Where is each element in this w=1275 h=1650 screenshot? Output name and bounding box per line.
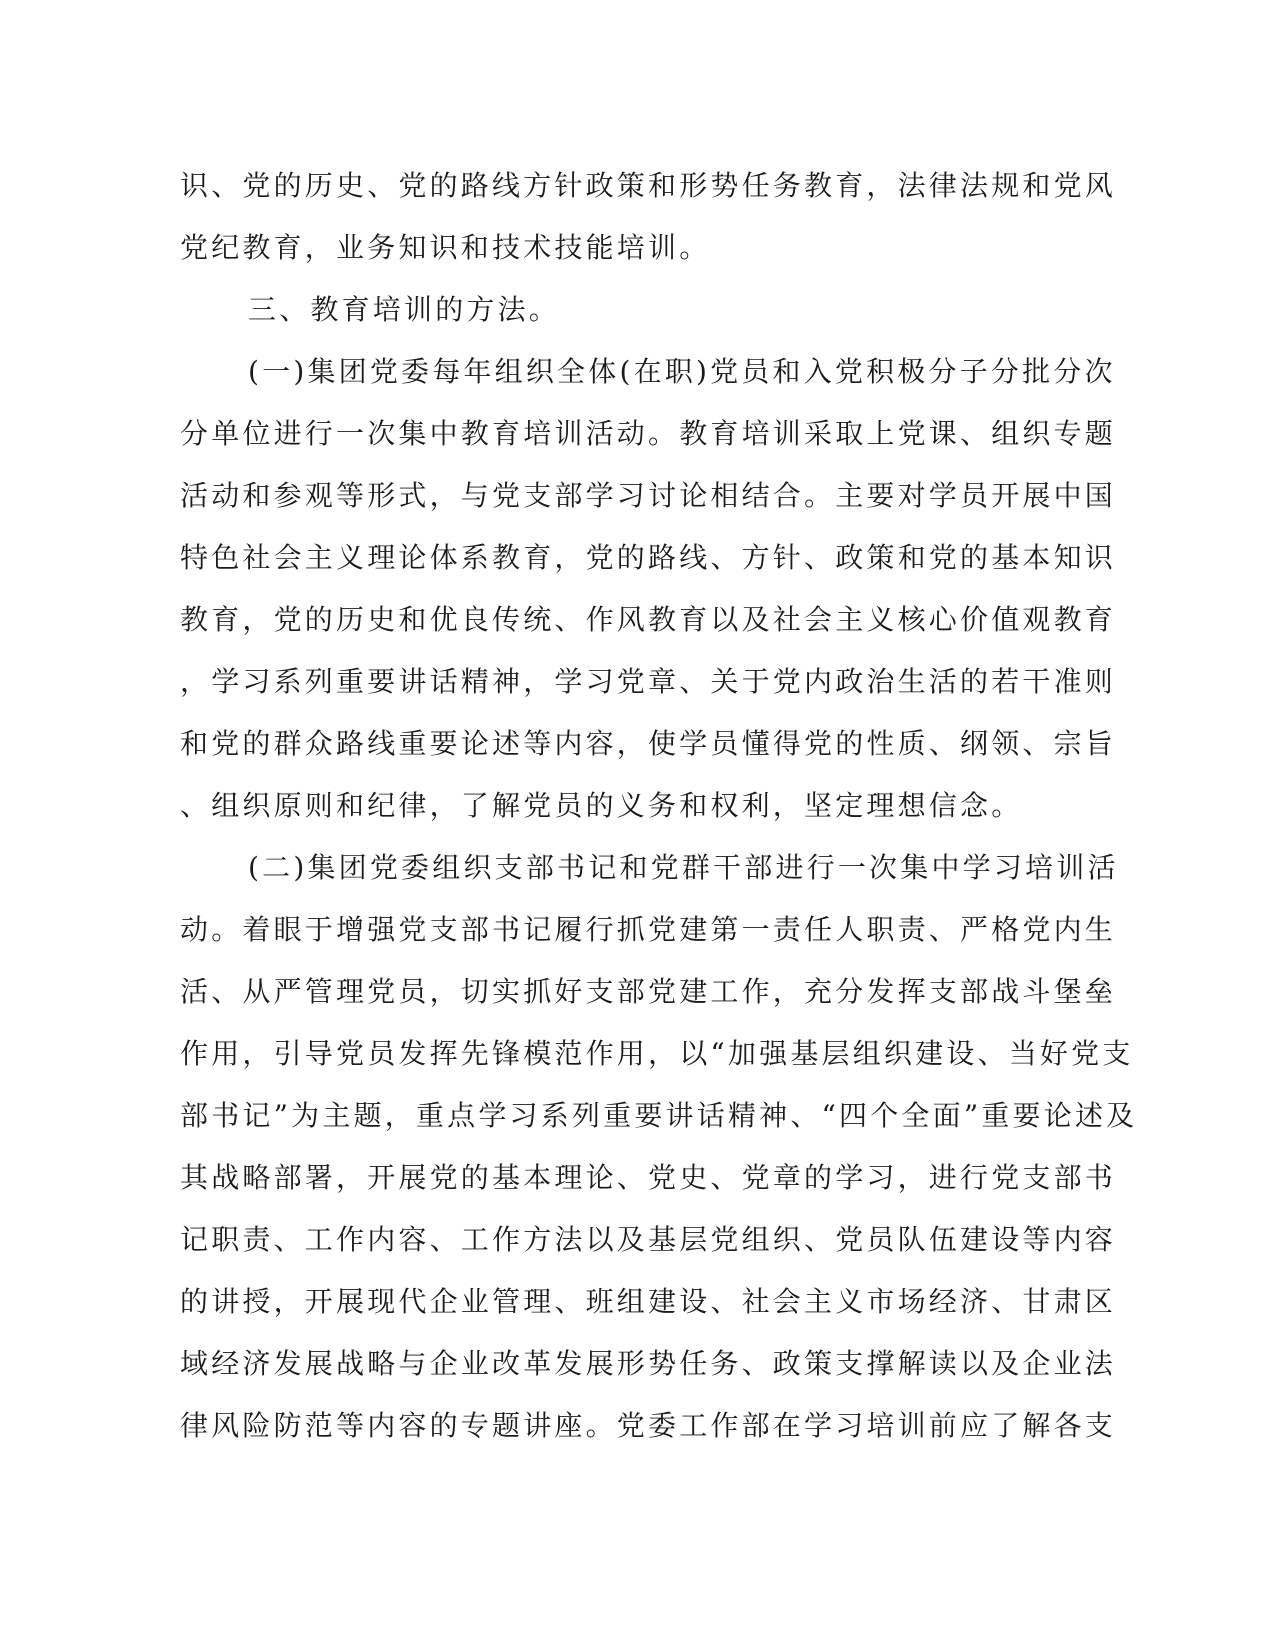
text-line: 党纪教育，业务知识和技术技能培训。 xyxy=(180,231,711,264)
text-line: 特色社会主义理论体系教育，党的路线、方针、政策和党的基本知识 xyxy=(180,541,1117,574)
text-line: 部书记”为主题，重点学习系列重要讲话精神、“四个全面”重要论述及 xyxy=(180,1099,1138,1132)
text-line: 动。着眼于增强党支部书记履行抓党建第一责任人职责、严格党内生 xyxy=(180,913,1117,946)
text-line: ，学习系列重要讲话精神，学习党章、关于党内政治生活的若干准则 xyxy=(180,665,1117,698)
text-line: 其战略部署，开展党的基本理论、党史、党章的学习，进行党支部书 xyxy=(180,1161,1117,1194)
text-line: (二)集团党委组织支部书记和党群干部进行一次集中学习培训活 xyxy=(248,851,1119,884)
text-line: 作用，引导党员发挥先锋模范作用，以“加强基层组织建设、当好党支 xyxy=(180,1037,1134,1070)
text-line: 律风险防范等内容的专题讲座。党委工作部在学习培训前应了解各支 xyxy=(180,1409,1117,1442)
text-line: 识、党的历史、党的路线方针政策和形势任务教育，法律法规和党风 xyxy=(180,169,1117,202)
text-line: 和党的群众路线重要论述等内容，使学员懂得党的性质、纲领、宗旨 xyxy=(180,727,1117,760)
document-body xyxy=(180,155,1138,1457)
text-line: 、组织原则和纪律，了解党员的义务和权利，坚定理想信念。 xyxy=(180,789,1023,822)
text-line: 的讲授，开展现代企业管理、班组建设、社会主义市场经济、甘肃区 xyxy=(180,1285,1117,1318)
text-line: 分单位进行一次集中教育培训活动。教育培训采取上党课、组织专题 xyxy=(180,417,1117,450)
text-line: 记职责、工作内容、工作方法以及基层党组织、党员队伍建设等内容 xyxy=(180,1223,1117,1256)
section-heading: 三、教育培训的方法。 xyxy=(248,293,561,326)
text-line: 教育，党的历史和优良传统、作风教育以及社会主义核心价值观教育 xyxy=(180,603,1117,636)
text-line: 域经济发展战略与企业改革发展形势任务、政策支撑解读以及企业法 xyxy=(180,1347,1117,1380)
text-line: (一)集团党委每年组织全体(在职)党员和入党积极分子分批分次 xyxy=(248,355,1116,388)
text-line: 活、从严管理党员，切实抓好支部党建工作，充分发挥支部战斗堡垒 xyxy=(180,975,1117,1008)
text-line: 活动和参观等形式，与党支部学习讨论相结合。主要对学员开展中国 xyxy=(180,479,1117,512)
